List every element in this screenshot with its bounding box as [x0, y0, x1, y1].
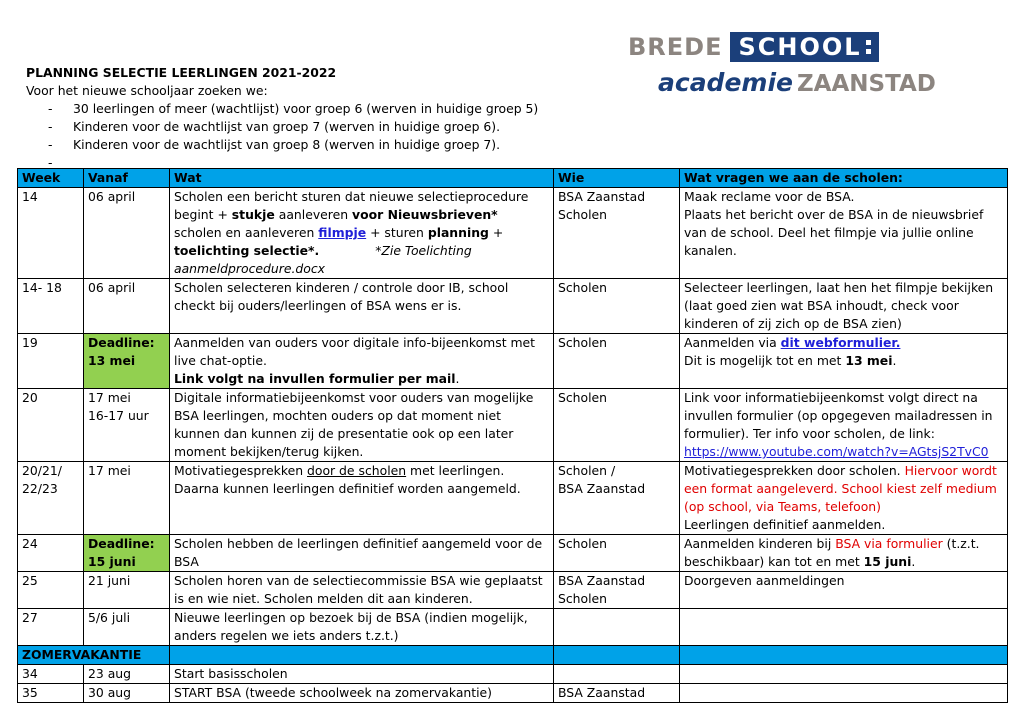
- footnote: *Zie Toelichting aanmeldprocedure.docx: [174, 243, 472, 276]
- text: BSA Zaanstad: [558, 481, 646, 496]
- text: voor Nieuwsbrieven*: [352, 207, 498, 222]
- table-row: [18, 188, 1008, 279]
- text: Scholen een bericht sturen dat nieuwe selectieprocedure begint +: [174, 189, 529, 222]
- text: Maak reclame voor de BSA.: [684, 189, 855, 204]
- cell-week: 14: [18, 188, 84, 279]
- text: .: [911, 554, 916, 569]
- logo-school-text: SCHOOL: [738, 33, 862, 61]
- text: BSA Zaanstad: [558, 573, 646, 588]
- cell-vanaf: 21 juni: [84, 572, 170, 609]
- text: aanleveren: [274, 207, 353, 222]
- cell-wie: Scholen: [554, 334, 680, 389]
- cell-deadline: [84, 535, 170, 572]
- cell-empty: [680, 646, 1008, 665]
- intro: [26, 64, 538, 154]
- text: met leerlingen. Daarna kunnen leerlingen definitief worden aangemeld.: [174, 463, 521, 496]
- cell-week: 27: [18, 609, 84, 646]
- text: .: [455, 371, 460, 386]
- cell-wie: [554, 188, 680, 279]
- text: +: [488, 225, 504, 240]
- cell-vanaf: 06 april: [84, 188, 170, 279]
- logo-brede: BREDE: [628, 33, 723, 61]
- cell-empty: [170, 646, 554, 665]
- text: 22/23: [22, 481, 58, 496]
- text: .: [892, 353, 897, 368]
- cell-vanaf: 17 mei: [84, 462, 170, 535]
- logo-dots-icon: [866, 40, 871, 54]
- cell-wie: [554, 462, 680, 535]
- cell-wat: Scholen selecteren kinderen / controle door IB, school checkt bij ouders/leerlingen of BSA wens er is.: [170, 279, 554, 334]
- text: Aanmelden via: [684, 335, 781, 350]
- table-header-row: [18, 169, 1008, 188]
- cell-week: 35: [18, 684, 84, 703]
- text: Dit is mogelijk tot en met: [684, 353, 846, 368]
- table-row: [18, 535, 1008, 572]
- cell-empty: [554, 646, 680, 665]
- cell-wie: [554, 609, 680, 646]
- text: 16-17 uur: [88, 408, 149, 423]
- cell-wie: [554, 572, 680, 609]
- cell-wat: Scholen horen van de selectiecommissie BSA wie geplaatst is en wie niet. Scholen melden dit aan kinderen.: [170, 572, 554, 609]
- text: Motivatiegesprekken door scholen.: [684, 463, 905, 478]
- header-vraag: Wat vragen we aan de scholen:: [680, 169, 1008, 188]
- cell-vraag: [680, 609, 1008, 646]
- cell-vraag: [680, 535, 1008, 572]
- cell-week: [18, 462, 84, 535]
- text: 13 mei: [88, 353, 136, 368]
- text: Deadline:: [88, 536, 155, 551]
- text: + sturen: [366, 225, 428, 240]
- text: 13 mei: [845, 353, 893, 368]
- table-row: [18, 334, 1008, 389]
- cell-wat: [170, 188, 554, 279]
- text: 17 mei: [88, 390, 131, 405]
- filmpje-link[interactable]: filmpje: [318, 225, 367, 240]
- cell-vraag: Selecteer leerlingen, laat hen het filmpje bekijken (laat goed zien wat BSA inhoudt, check voor kinderen of zij zich op de BSA zien): [680, 279, 1008, 334]
- cell-week: 20: [18, 389, 84, 462]
- list-item: - Kinderen voor de wachtlijst van groep 8 (werven in huidige groep 7).: [26, 136, 538, 154]
- cell-week: 34: [18, 665, 84, 684]
- text: Motivatiegesprekken: [174, 463, 307, 478]
- header-vanaf: Vanaf: [84, 169, 170, 188]
- cell-vanaf: 23 aug: [84, 665, 170, 684]
- cell-vraag: [680, 334, 1008, 389]
- cell-wat: Scholen hebben de leerlingen definitief aangemeld voor de BSA: [170, 535, 554, 572]
- cell-vanaf: 5/6 juli: [84, 609, 170, 646]
- header-wie: Wie: [554, 169, 680, 188]
- cell-zomervakantie: ZOMERVAKANTIE: [18, 646, 170, 665]
- cell-week: 24: [18, 535, 84, 572]
- cell-wat: Digitale informatiebijeenkomst voor ouders van mogelijke BSA leerlingen, mochten ouders op dat moment niet kunnen dan kunnen zij de presentatie ook op een later moment bekijken/terug kijken.: [170, 389, 554, 462]
- cell-wat: [170, 334, 554, 389]
- text: Link volgt na invullen formulier per mail: [174, 371, 456, 386]
- header-wat: Wat: [170, 169, 554, 188]
- cell-vraag: [680, 462, 1008, 535]
- cell-vanaf: [84, 389, 170, 462]
- text: Aanmelden van ouders voor digitale info-bijeenkomst met live chat-optie.: [174, 335, 536, 368]
- cell-vanaf: 30 aug: [84, 684, 170, 703]
- text: scholen en aanleveren: [174, 225, 319, 240]
- text: 15 juni: [88, 554, 136, 569]
- logo-zaanstad: ZAANSTAD: [797, 71, 936, 97]
- cell-vraag: [680, 389, 1008, 462]
- cell-wie: BSA Zaanstad: [554, 684, 680, 703]
- text: 20/21/: [22, 463, 62, 478]
- youtube-link[interactable]: https://www.youtube.com/watch?v=AGtsjS2TvC0: [684, 444, 989, 459]
- list-item: - 30 leerlingen of meer (wachtlijst) voor groep 6 (werven in huidige groep 5): [26, 100, 538, 118]
- text: BSA via formulier: [835, 536, 943, 551]
- table-row: [18, 572, 1008, 609]
- cell-wat: [170, 462, 554, 535]
- table-row: [18, 279, 1008, 334]
- cell-wie: Scholen: [554, 389, 680, 462]
- cell-wie: Scholen: [554, 535, 680, 572]
- cell-wie: Scholen: [554, 279, 680, 334]
- cell-vraag: [680, 665, 1008, 684]
- list-item: - Kinderen voor de wachtlijst van groep 7 (werven in huidige groep 6).: [26, 118, 538, 136]
- cell-deadline: [84, 334, 170, 389]
- planning-table: [17, 168, 1008, 703]
- text: toelichting selectie*.: [174, 243, 320, 258]
- text: Link voor informatiebijeenkomst volgt direct na invullen formulier (op opgegeven mailadressen in formulier). Ter info voor scholen, de link:: [684, 390, 993, 441]
- table-row: [18, 684, 1008, 703]
- text: Leerlingen definitief aanmelden.: [684, 517, 886, 532]
- table-row: [18, 665, 1008, 684]
- logo: [628, 32, 958, 97]
- text: (t.z.t. beschikbaar) kan tot en met: [684, 536, 980, 569]
- cell-week: 14- 18: [18, 279, 84, 334]
- intro-list: [26, 100, 538, 154]
- logo-academie: academie: [658, 68, 793, 97]
- cell-vraag: [680, 188, 1008, 279]
- table-row: [18, 462, 1008, 535]
- cell-wat: START BSA (tweede schoolweek na zomervakantie): [170, 684, 554, 703]
- text: Scholen /: [558, 463, 616, 478]
- table-row: [18, 389, 1008, 462]
- text: Deadline:: [88, 335, 155, 350]
- cell-week: 25: [18, 572, 84, 609]
- text: planning: [427, 225, 489, 240]
- cell-wat: Nieuwe leerlingen op bezoek bij de BSA (indien mogelijk, anders regelen we iets anders t.z.t.): [170, 609, 554, 646]
- text: Hiervoor wordt een format aangeleverd. School kiest zelf medium (op school, via Teams, telefoon): [684, 463, 997, 514]
- text: 15 juni: [863, 554, 912, 569]
- page-title: PLANNING SELECTIE LEERLINGEN 2021-2022: [26, 65, 337, 80]
- cell-wat: Start basisscholen: [170, 665, 554, 684]
- text: door de scholen: [307, 463, 407, 478]
- cell-vraag: [680, 684, 1008, 703]
- header-week: Week: [18, 169, 84, 188]
- text: Aanmelden kinderen bij: [684, 536, 836, 551]
- cell-week: 19: [18, 334, 84, 389]
- table-section-row: [18, 646, 1008, 665]
- table-row: [18, 609, 1008, 646]
- text: Plaats het bericht over de BSA in de nieuwsbrief van de school. Deel het filmpje via jullie online kanalen.: [684, 207, 984, 258]
- cell-wie: [554, 665, 680, 684]
- text: Scholen: [558, 207, 608, 222]
- text: stukje: [231, 207, 275, 222]
- text: BSA Zaanstad: [558, 189, 646, 204]
- logo-school: [730, 32, 878, 62]
- intro-lead: Voor het nieuwe schooljaar zoeken we:: [26, 83, 268, 98]
- cell-vraag: Doorgeven aanmeldingen: [680, 572, 1008, 609]
- cell-vanaf: 06 april: [84, 279, 170, 334]
- text: Scholen: [558, 591, 608, 606]
- webformulier-link[interactable]: dit webformulier.: [780, 335, 901, 350]
